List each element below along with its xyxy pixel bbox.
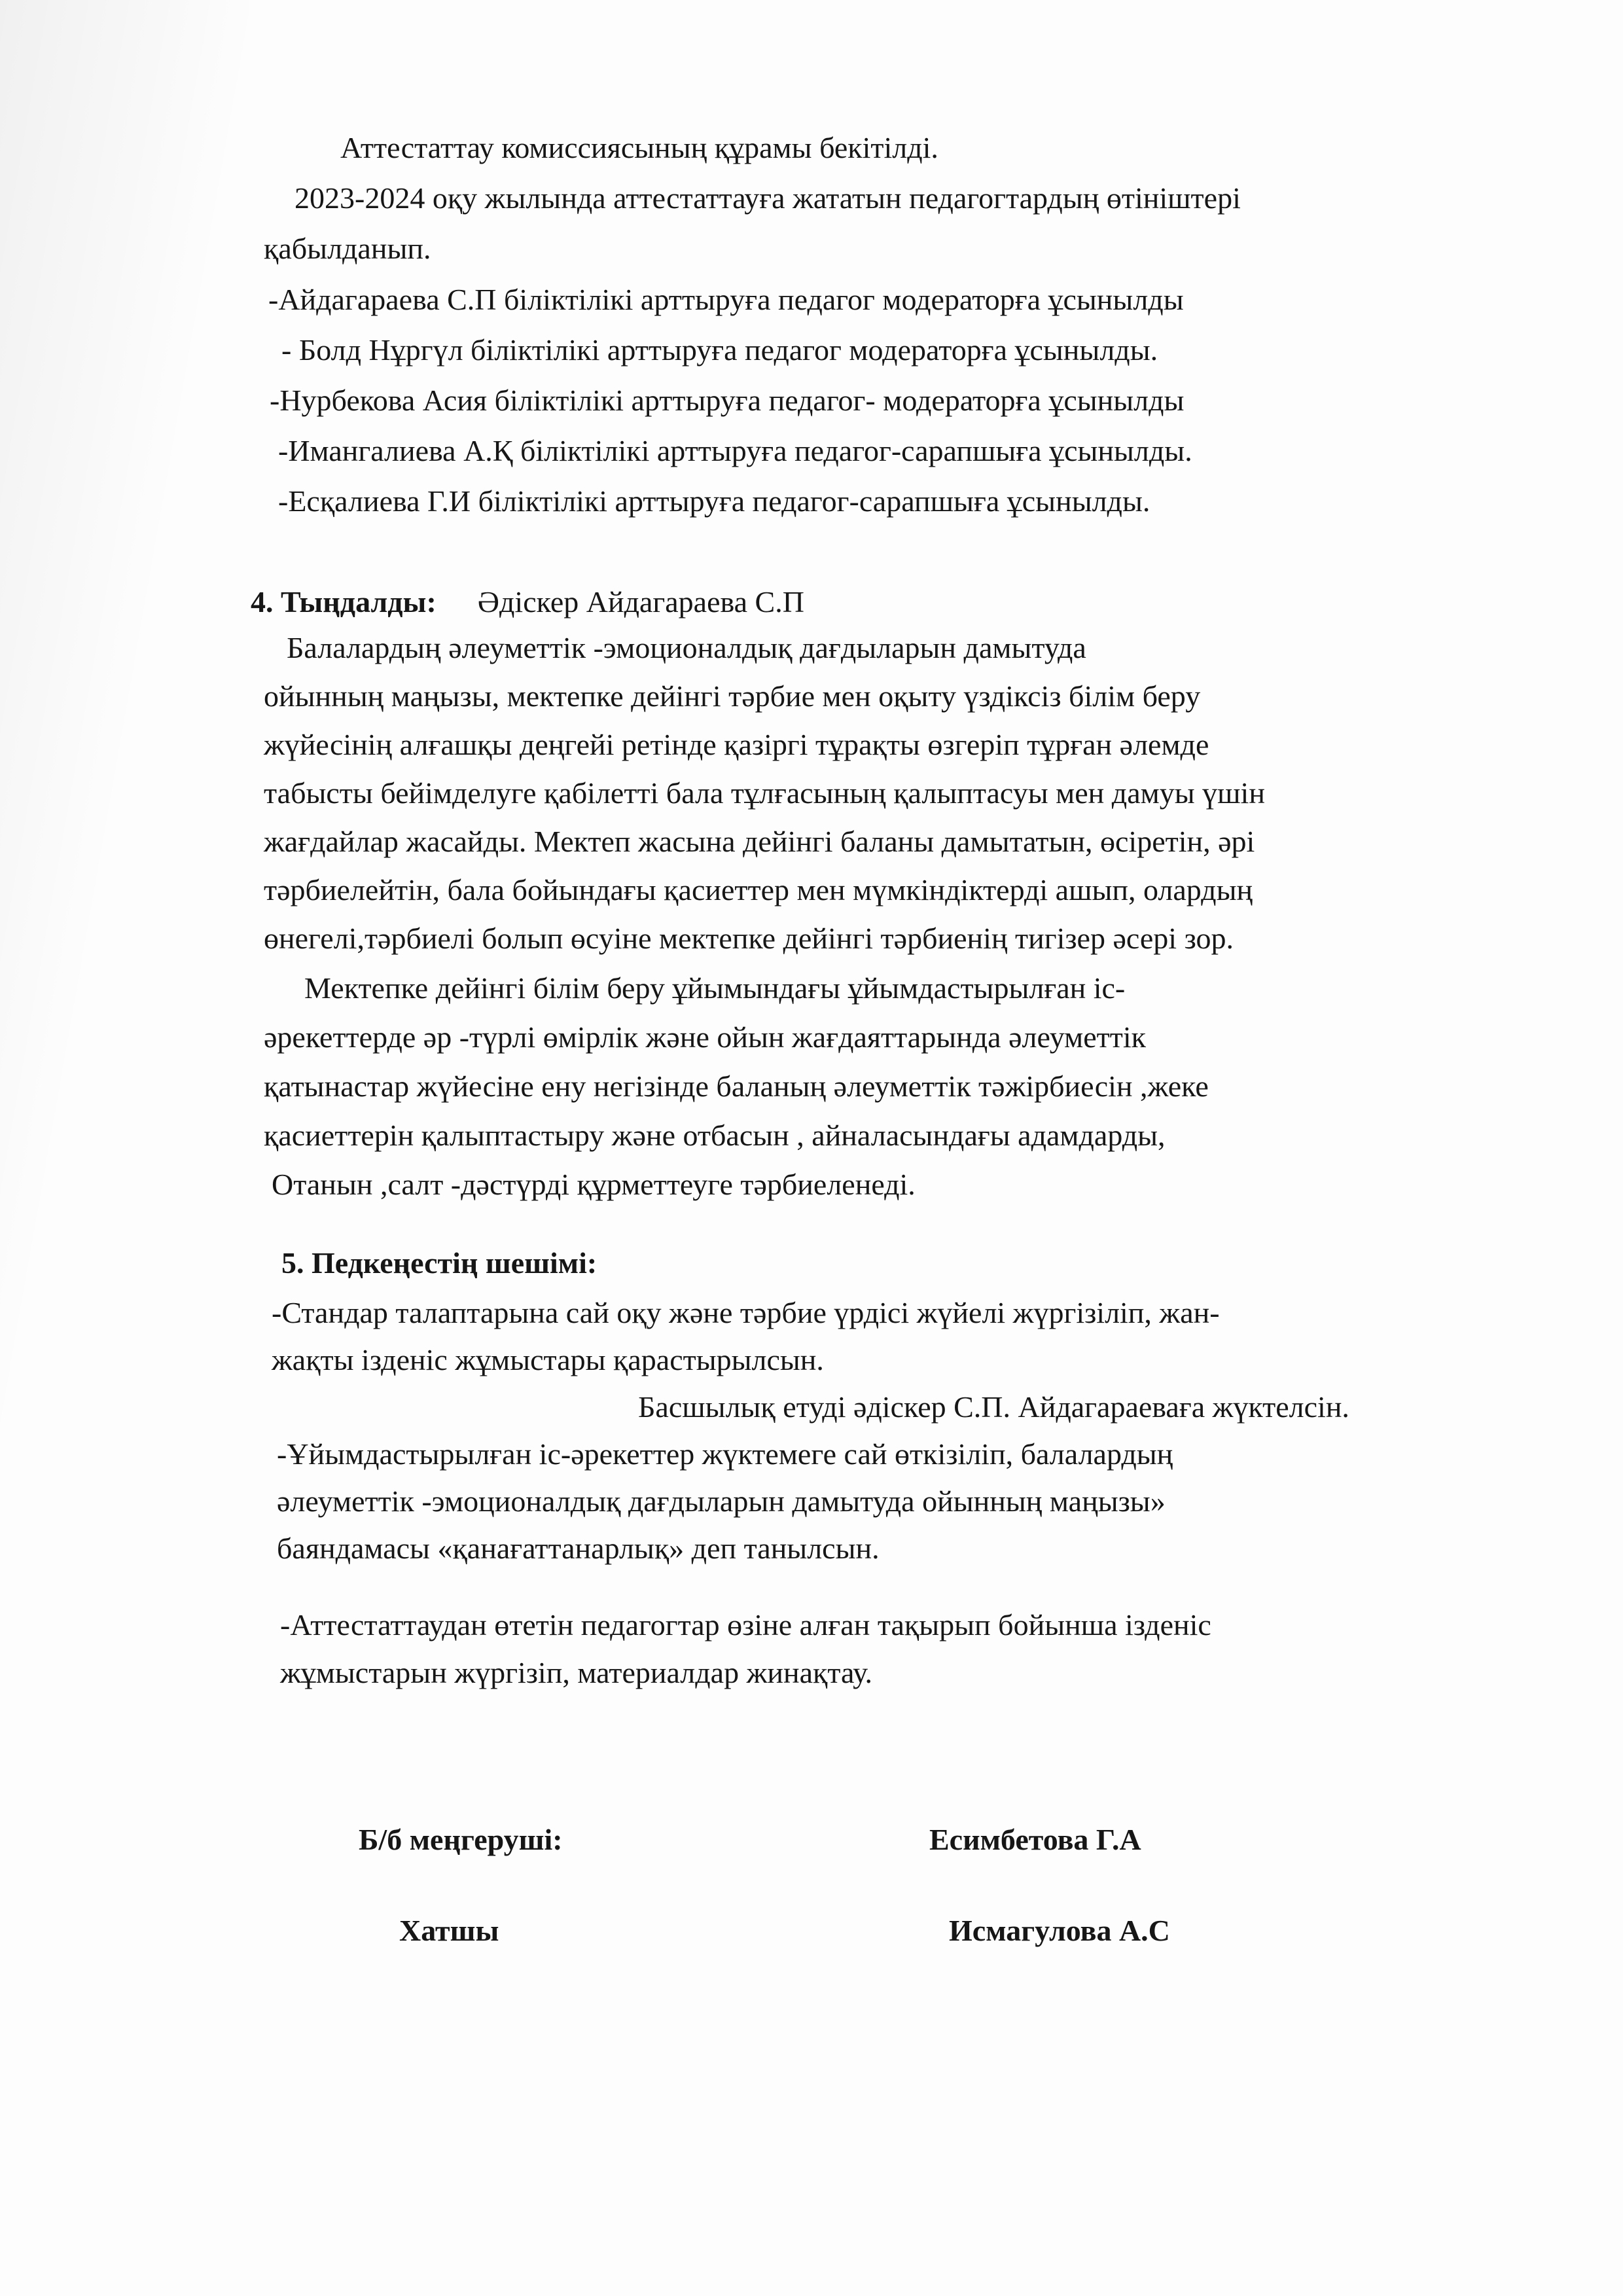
- candidate-line-3: -Нурбекова Асия біліктілікі арттыруға педагог- модераторға ұсынылды: [270, 384, 1185, 417]
- section5-title: 5. Педкеңестің шешімі:: [281, 1246, 597, 1280]
- decision-line: жұмыстарын жүргізіп, материалдар жинақтау.: [280, 1656, 872, 1689]
- decision-line: -Стандар талаптарына сай оқу және тәрбие үрдісі жүйелі жүргізіліп, жан-: [272, 1296, 1220, 1329]
- section4-p1-line: тәрбиелейтін, бала бойындағы қасиеттер мен мүмкіндіктерді ашып, олардың: [264, 873, 1253, 906]
- decision-line: баяндамасы «қанағаттанарлық» деп танылсын.: [277, 1532, 880, 1565]
- section4-speaker: Әдіскер Айдагараева С.П: [477, 585, 804, 619]
- decision-line: -Аттестаттаудан өтетін педагогтар өзіне алған тақырып бойынша ізденіс: [280, 1608, 1211, 1641]
- section4-p1-line: Балалардың әлеуметтік -эмоционалдық дағдыларын дамытуда: [287, 631, 1086, 664]
- section4-p2-line: әрекеттерде әр -түрлі өмірлік және ойын жағдаяттарында әлеуметтік: [264, 1020, 1146, 1054]
- section4-p1-line: жағдайлар жасайды. Мектеп жасына дейінгі баланы дамытатын, өсіретін, әрі: [264, 825, 1255, 858]
- decision-line: -Ұйымдастырылған іс-әрекеттер жүктемеге сай өткізіліп, балалардың: [277, 1437, 1173, 1471]
- head-title: Б/б меңгеруші:: [359, 1823, 563, 1856]
- decision-line: жақты ізденіс жұмыстары қарастырылсын.: [272, 1343, 824, 1376]
- candidate-line-5: -Есқалиева Г.И біліктілікі арттыруға педагог-сарапшыға ұсынылды.: [278, 484, 1150, 518]
- decision-line: әлеуметтік -эмоционалдық дағдыларын дамытуда ойынның маңызы»: [277, 1484, 1166, 1518]
- applications-accepted-line: қабылданып.: [264, 232, 431, 265]
- section4-p1-line: ойынның маңызы, мектепке дейінгі тәрбие мен оқыту үздіксіз білім беру: [264, 679, 1201, 713]
- section4-p2-line: Отанын ,салт -дәстүрді құрметтеуге тәрбиеленеді.: [272, 1168, 916, 1201]
- page-fold-shadow: [0, 0, 249, 2296]
- decision-line: Басшылық етуді әдіскер С.П. Айдагараеваға жүктелсін.: [638, 1390, 1349, 1424]
- candidate-line-2: - Болд Нұргүл біліктілікі арттыруға педагог модераторға ұсынылды.: [281, 333, 1158, 367]
- section4-label: 4. Тыңдалды:: [251, 585, 437, 619]
- section4-p2-line: Мектепке дейінгі білім беру ұйымындағы ұйымдастырылған іс-: [304, 971, 1126, 1005]
- candidate-line-4: -Имангалиева А.Қ біліктілікі арттыруға педагог-сарапшыға ұсынылды.: [278, 434, 1192, 467]
- section4-p2-line: қатынастар жүйесіне ену негізінде баланың әлеуметтік тәжірбиесін ,жеке: [264, 1069, 1209, 1103]
- section4-heading: [251, 584, 804, 620]
- section4-p1-line: табысты бейімделуге қабілетті бала тұлғасының қалыптасуы мен дамуы үшін: [264, 776, 1265, 810]
- secretary-name: Исмагулова А.С: [949, 1914, 1170, 1947]
- head-name: Есимбетова Г.А: [929, 1823, 1141, 1856]
- candidate-line-1: -Айдагараева С.П біліктілікі арттыруға педагог модераторға ұсынылды: [268, 283, 1184, 316]
- section4-p1-line: жүйесінің алғашқы деңгейі ретінде қазіргі тұрақты өзгеріп тұрған әлемде: [264, 728, 1209, 761]
- section4-p1-line: өнегелі,тәрбиелі болып өсуіне мектепке дейінгі тәрбиенің тигізер әсері зор.: [264, 922, 1234, 955]
- secretary-title: Хатшы: [399, 1914, 499, 1947]
- applications-line: 2023-2024 оқу жылында аттестаттауға жататын педагогтардың өтініштері: [294, 181, 1241, 215]
- section4-p2-line: қасиеттерін қалыптастыру және отбасын , айналасындағы адамдарды,: [264, 1119, 1166, 1152]
- commission-approved-line: Аттестаттау комиссиясының құрамы бекітілді.: [340, 131, 938, 164]
